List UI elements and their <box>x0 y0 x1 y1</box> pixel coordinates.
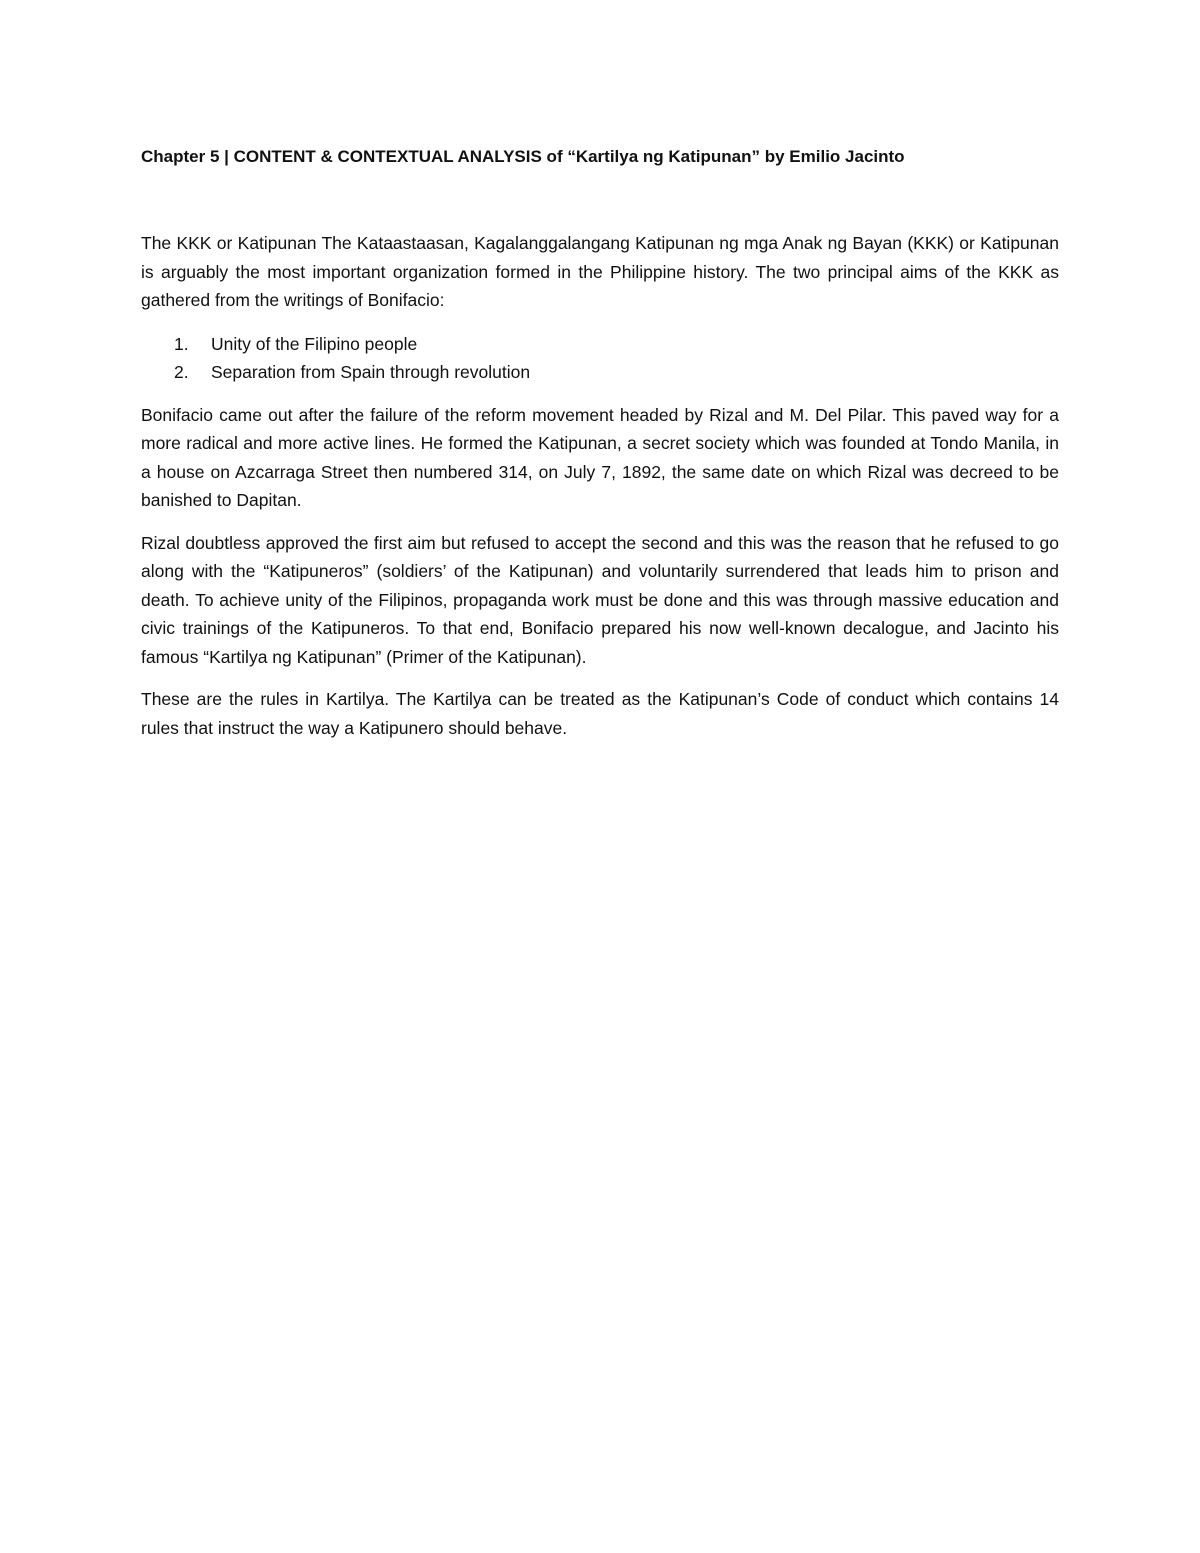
list-item <box>141 330 1059 359</box>
chapter-title: Chapter 5 | CONTENT & CONTEXTUAL ANALYSIS of “Kartilya ng Katipunan” by Emilio Jacinto <box>141 147 905 166</box>
aims-list <box>141 330 1059 387</box>
rizal-paragraph: Rizal doubtless approved the first aim but refused to accept the second and this was the reason that he refused to go along with the “Katipuneros” (soldiers’ of the Katipunan) and voluntarily surrendered that leads him to prison and death. To achieve unity of the Filipinos, propaganda work must be done and this was through massive education and civic trainings of the Katipuneros. To that end, Bonifacio prepared his now well-known decalogue, and Jacinto his famous “Kartilya ng Katipunan” (Primer of the Katipunan). <box>141 532 1059 667</box>
list-item-text: Unity of the Filipino people <box>211 333 418 354</box>
list-item <box>141 358 1059 387</box>
list-item-text: Separation from Spain through revolution <box>211 362 531 382</box>
document-body <box>141 143 1059 742</box>
kartilya-rules-paragraph: These are the rules in Kartilya. The Kartilya can be treated as the Katipunan’s Code of conduct which contains 14 rules that instruct the way a Katipunero should behave. <box>141 689 1059 738</box>
list-item-number: 2. <box>174 362 189 382</box>
bonifacio-paragraph: Bonifacio came out after the failure of the reform movement headed by Rizal and M. Del Pilar. This paved way for a more radical and more active lines. He formed the Katipunan, a secret society which was founded at Tondo Manila, in a house on Azcarraga Street then numbered 314, on July 7, 1892, the same date on which Rizal was decreed to be banished to Dapitan. <box>141 404 1059 510</box>
intro-paragraph: The KKK or Katipunan The Kataastaasan, Kagalanggalangang Katipunan ng mga Anak ng Bayan (KKK) or Katipunan is arguably the most important organization formed in the Philippine history. The two principal aims of the KKK as gathered from the writings of Bonifacio: <box>141 233 1059 310</box>
list-item-number: 1. <box>174 333 189 354</box>
